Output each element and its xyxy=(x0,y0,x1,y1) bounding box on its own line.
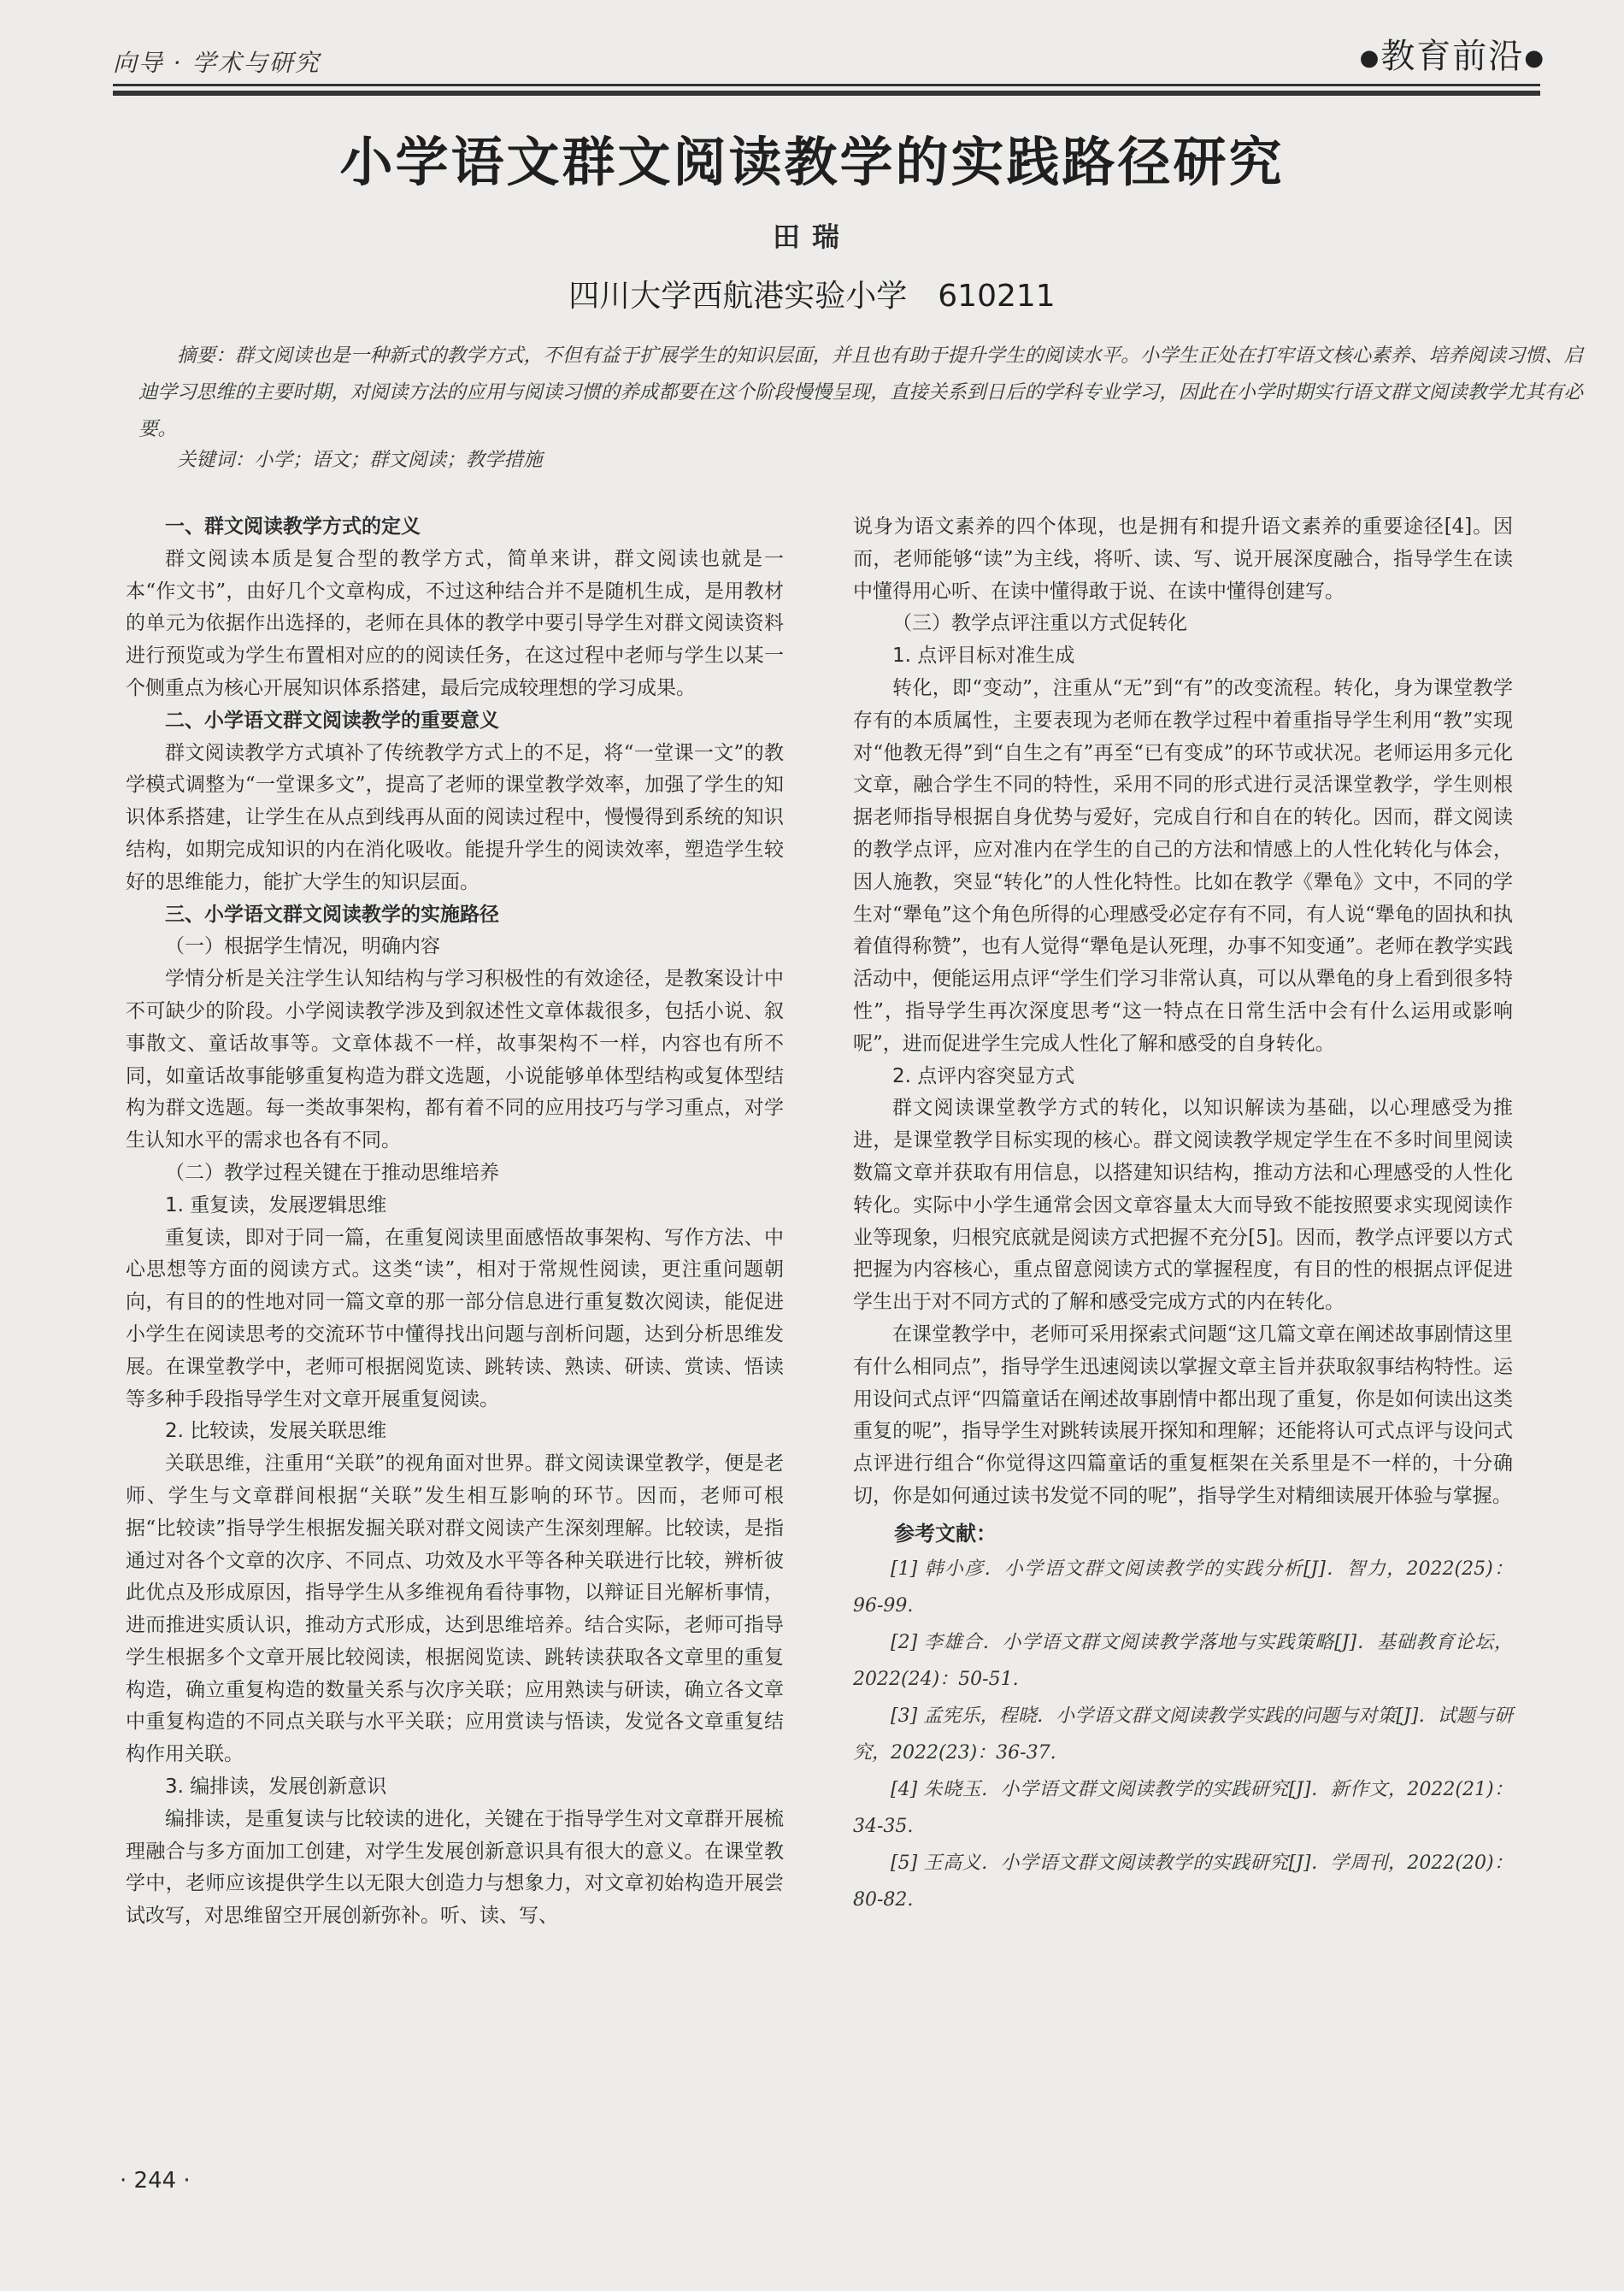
bullet-dot-icon: ● xyxy=(1359,45,1381,71)
body-paragraph: 群文阅读本质是复合型的教学方式，简单来讲，群文阅读也就是一本“作文书”，由好几个文章构成，不过这种结合并不是随机生成，是用教材的单元为依据作出选择的，老师在具体的教学中要引导学生对群文阅读资料进行预览或为学生布置相对应的的阅读任务，在这过程中老师与学生以某一个侧重点为核心开展知识体系搭建，最后完成较理想的学习成果。 xyxy=(126,547,784,699)
header-rule-thick xyxy=(113,91,1540,96)
reference-item: [1] 韩小彦．小学语文群文阅读教学的实践分析[J]．智力，2022(25)：96-99. xyxy=(853,1558,1513,1617)
running-header-right xyxy=(1360,29,1545,78)
body-paragraph: 学情分析是关注学生认知结构与学习积极性的有效途径，是教案设计中不可缺少的阶段。小学阅读教学涉及到叙述性文章体裁很多，包括小说、叙事散文、童话故事等。文章体裁不一样，故事架构不一样，内容也有所不同，如童话故事能够重复构造为群文选题，小说能够单体型结构或复体型结构为群文选题。每一类故事架构，都有着不同的应用技巧与学习重点，对学生认知水平的需求也各有不同。 xyxy=(126,968,784,1152)
article-author: 田瑞 xyxy=(772,221,851,253)
body-paragraph: 重复读，即对于同一篇，在重复阅读里面感悟故事架构、写作方法、中心思想等方面的阅读方式。这类“读”，相对于常规性阅读，更注重问题朝向，有目的的性地对同一篇文章的那一部分信息进行重复数次阅读，能促进小学生在阅读思考的交流环节中懂得找出问题与剖析问题，达到分析思维发展。在课堂教学中，老师可根据阅览读、跳转读、熟读、研读、赏读、悟读等多种手段指导学生对文章开展重复阅读。 xyxy=(126,1226,784,1411)
body-paragraph: 群文阅读教学方式填补了传统教学方式上的不足，将“一堂课一文”的教学模式调整为“一堂课多文”，提高了老师的课堂教学效率，加强了学生的知识体系搭建，让学生在从点到线再从面的阅读过程中，慢慢得到系统的知识结构，如期完成知识的内在消化吸收。能提升学生的阅读效率，塑造学生较好的思维能力，能扩大学生的知识层面。 xyxy=(126,741,784,893)
reference-item: [2] 李雄合．小学语文群文阅读教学落地与实践策略[J]．基础教育论坛，2022(24)：50-51. xyxy=(853,1631,1513,1690)
body-paragraph: 在课堂教学中，老师可采用探索式问题“这几篇文章在阐述故事剧情这里有什么相同点”，指导学生迅速阅读以掌握文章主旨并获取叙事结构特性。运用设问式点评“四篇童话在阐述故事剧情中都出现了重复，你是如何读出这类重复的呢”，指导学生对跳转读展开探知和理解；还能将认可式点评与设问式点评进行组合“你觉得这四篇童话的重复框架在关系里是不一样的，十分确切，你是如何通过读书发觉不同的呢”，指导学生对精细读展开体验与掌握。 xyxy=(853,1322,1513,1507)
subsection-heading: 2. 点评内容突显方式 xyxy=(892,1064,1075,1087)
reference-item: [3] 孟宪乐，程晓．小学语文群文阅读教学实践的问题与对策[J]．试题与研究，2022(23)：36-37. xyxy=(853,1705,1513,1764)
section-heading: 一、群文阅读教学方式的定义 xyxy=(165,515,421,538)
bullet-dot-icon: ● xyxy=(1524,45,1545,71)
subsection-heading: （二）教学过程关键在于推动思维培养 xyxy=(165,1161,499,1184)
body-paragraph: 群文阅读课堂教学方式的转化，以知识解读为基础，以心理感受为推进，是课堂教学目标实现的核心。群文阅读教学规定学生在不多时间里阅读数篇文章并获取有用信息，以搭建知识结构，推动方法和心理感受的人性化转化。实际中小学生通常会因文章容量太大而导致不能按照要求实现阅读作业等现象，归根究底就是阅读方式把握不充分[5]。因而，教学点评要以方式把握为内容核心，重点留意阅读方式的掌握程度，有目的性的根据点评促进学生出于对不同方式的了解和感受完成方式的内在转化。 xyxy=(853,1097,1513,1314)
section-name: 教育前沿 xyxy=(1380,37,1525,76)
references-heading: 参考文献： xyxy=(894,1520,997,1546)
body-paragraph: 说身为语文素养的四个体现，也是拥有和提升语文素养的重要途径[4]。因而，老师能够“读”为主线，将听、读、写、说开展深度融合，指导学生在读中懂得用心听、在读中懂得敢于说、在读中懂得创建写。 xyxy=(853,515,1513,603)
header-rule-thin xyxy=(113,84,1540,86)
abstract: 摘要：群文阅读也是一种新式的教学方式，不但有益于扩展学生的知识层面，并且也有助于提升学生的阅读水平。小学生正处在打牢语文核心素养、培养阅读习惯、启迪学习思维的主要时期，对阅读方法的应用与阅读习惯的养成都要在这个阶段慢慢呈现，直接关系到日后的学科专业学习，因此在小学时期实行语文群文阅读教学尤其有必要。 xyxy=(138,345,1583,440)
page-number: · 244 · xyxy=(120,2168,191,2194)
section-heading: 二、小学语文群文阅读教学的重要意义 xyxy=(165,709,499,732)
running-header-left: 向导 · 学术与研究 xyxy=(113,49,321,77)
body-paragraph: 编排读，是重复读与比较读的进化，关键在于指导学生对文章群开展梳理融合与多方面加工创建，对学生发展创新意识具有很大的意义。在课堂教学中，老师应该提供学生以无限大创造力与想象力，对文章初始构造开展尝试改写，对思维留空开展创新弥补。听、读、写、 xyxy=(126,1807,784,1928)
right-column xyxy=(853,511,1513,1918)
keywords: 关键词：小学；语文；群文阅读；教学措施 xyxy=(177,449,543,471)
reference-item: [4] 朱晓玉．小学语文群文阅读教学的实践研究[J]．新作文，2022(21)：34-35. xyxy=(853,1778,1513,1837)
subsection-heading: （三）教学点评注重以方式促转化 xyxy=(892,612,1187,635)
subsection-heading: 3. 编排读，发展创新意识 xyxy=(165,1776,387,1799)
subsection-heading: 2. 比较读，发展关联思维 xyxy=(165,1420,387,1443)
subsection-heading: 1. 重复读，发展逻辑思维 xyxy=(165,1193,387,1216)
subsection-heading: 1. 点评目标对准生成 xyxy=(892,645,1075,668)
body-paragraph: 转化，即“变动”，注重从“无”到“有”的改变流程。转化，身为课堂教学存有的本质属性，主要表现为老师在教学过程中着重指导学生利用“教”实现对“他教无得”到“自生之有”再至“已有变成”的环节或状况。老师运用多元化文章，融合学生不同的特性，采用不同的形式进行灵活课堂教学，学生则根据老师指导根据自身优势与爱好，完成自行和自在的转化。因而，群文阅读的教学点评，应对准内在学生的自己的方法和情感上的人性化转化与体会，因人施教，突显“转化”的人性化特性。比如在教学《犟龟》文中，不同的学生对“犟龟”这个角色所得的心理感受必定存有不同，有人说“犟龟的固执和执着值得称赞”，也有人觉得“犟龟是认死理，办事不知变通”。老师在教学实践活动中，便能运用点评“学生们学习非常认真，可以从犟龟的身上看到很多特性”，指导学生再次深度思考“这一特点在日常生活中会有什么运用或影响呢”，进而促进学生完成人性化了解和感受的自身转化。 xyxy=(853,676,1513,1055)
reference-item: [5] 王高义．小学语文群文阅读教学的实践研究[J]．学周刊，2022(20)：80-82. xyxy=(853,1852,1513,1911)
section-heading: 三、小学语文群文阅读教学的实施路径 xyxy=(165,903,499,926)
left-column xyxy=(126,511,784,1933)
body-paragraph: 关联思维，注重用“关联”的视角面对世界。群文阅读课堂教学，便是老师、学生与文章群间根据“关联”发生相互影响的环节。因而，老师可根据“比较读”指导学生根据发掘关联对群文阅读产生深刻理解。比较读，是指通过对各个文章的次序、不同点、功效及水平等各种关联进行比较，辨析彼此优点及形成原因，指导学生从多维视角看待事物，以辩证目光解析事情，进而推进实质认识，推动方式形成，达到思维培养。结合实际，老师可指导学生根据多个文章开展比较阅读，根据阅览读、跳转读获取各文章里的重复构造，确立重复构造的数量关系与次序关联；应用熟读与研读，确立各文章中重复构造的不同点关联与水平关联；应用赏读与悟读，发觉各文章重复结构作用关联。 xyxy=(126,1452,784,1766)
author-affiliation: 四川大学西航港实验小学 610211 xyxy=(568,279,1056,314)
article-title: 小学语文群文阅读教学的实践路径研究 xyxy=(339,131,1285,193)
subsection-heading: （一）根据学生情况，明确内容 xyxy=(165,935,440,958)
